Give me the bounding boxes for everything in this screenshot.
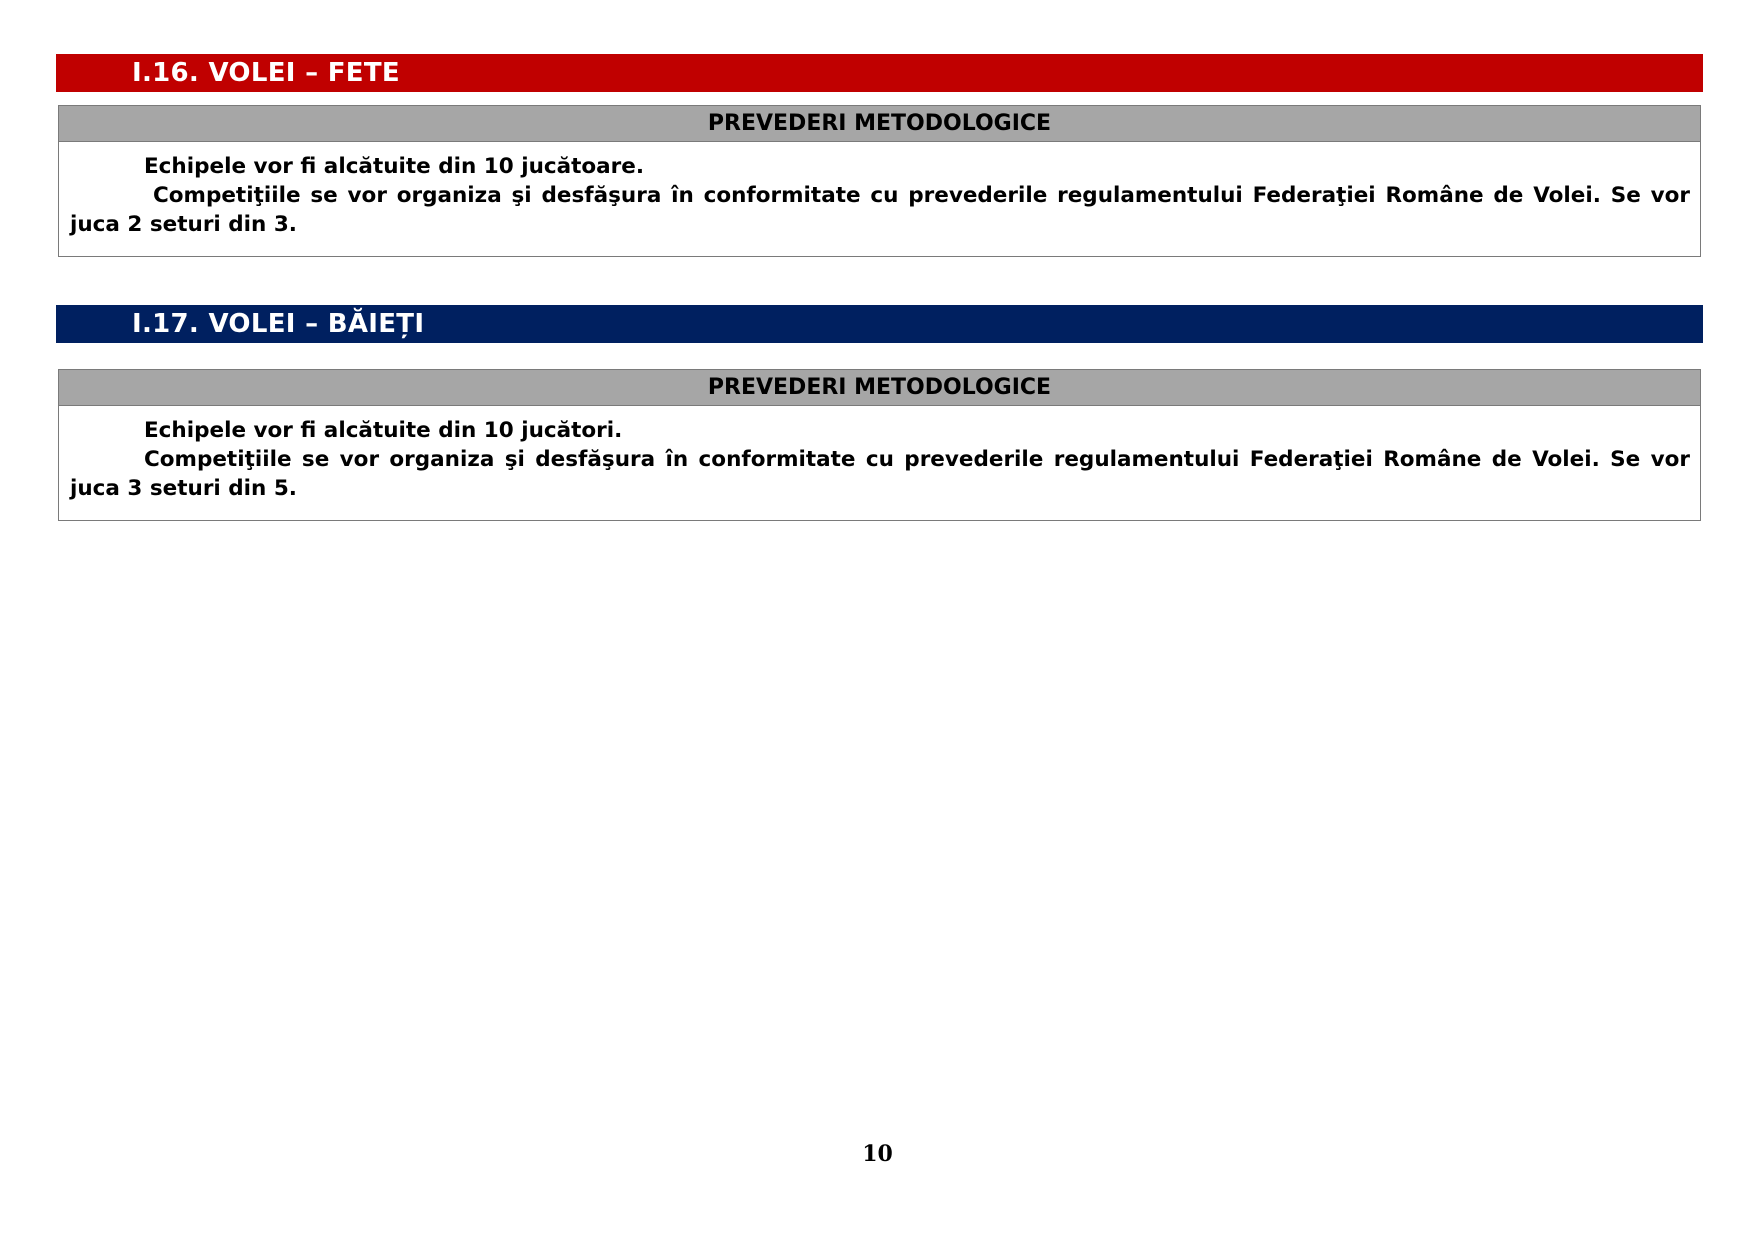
methodology-table-fete (58, 105, 1701, 257)
section-title: I.16. VOLEI – FETE (132, 58, 400, 88)
competition-rules-text: Competiţiile se vor organiza şi desfăşura în conformitate cu prevederile regulamentului Federaţiei Române de Volei. Se vor juca 2 seturi din 3. (70, 183, 1690, 237)
methodology-table-baieti (58, 369, 1701, 521)
table-header: PREVEDERI METODOLOGICE (59, 106, 1700, 142)
table-header: PREVEDERI METODOLOGICE (59, 370, 1700, 406)
table-body (59, 406, 1700, 503)
table-body (59, 142, 1700, 239)
team-composition-text: Echipele vor fi alcătuite din 10 jucători. (144, 418, 623, 443)
competition-rules-text: Competiţiile se vor organiza şi desfăşura în conformitate cu prevederile regulamentului Federaţiei Române de Volei. Se vor juca 3 seturi din 5. (70, 447, 1690, 501)
section-heading-volei-fete (56, 54, 1703, 92)
page-number: 10 (862, 1141, 893, 1167)
team-composition-text: Echipele vor fi alcătuite din 10 jucătoare. (144, 154, 645, 179)
section-title: I.17. VOLEI – BĂIEȚI (132, 309, 425, 339)
section-heading-volei-baieti (56, 305, 1703, 343)
